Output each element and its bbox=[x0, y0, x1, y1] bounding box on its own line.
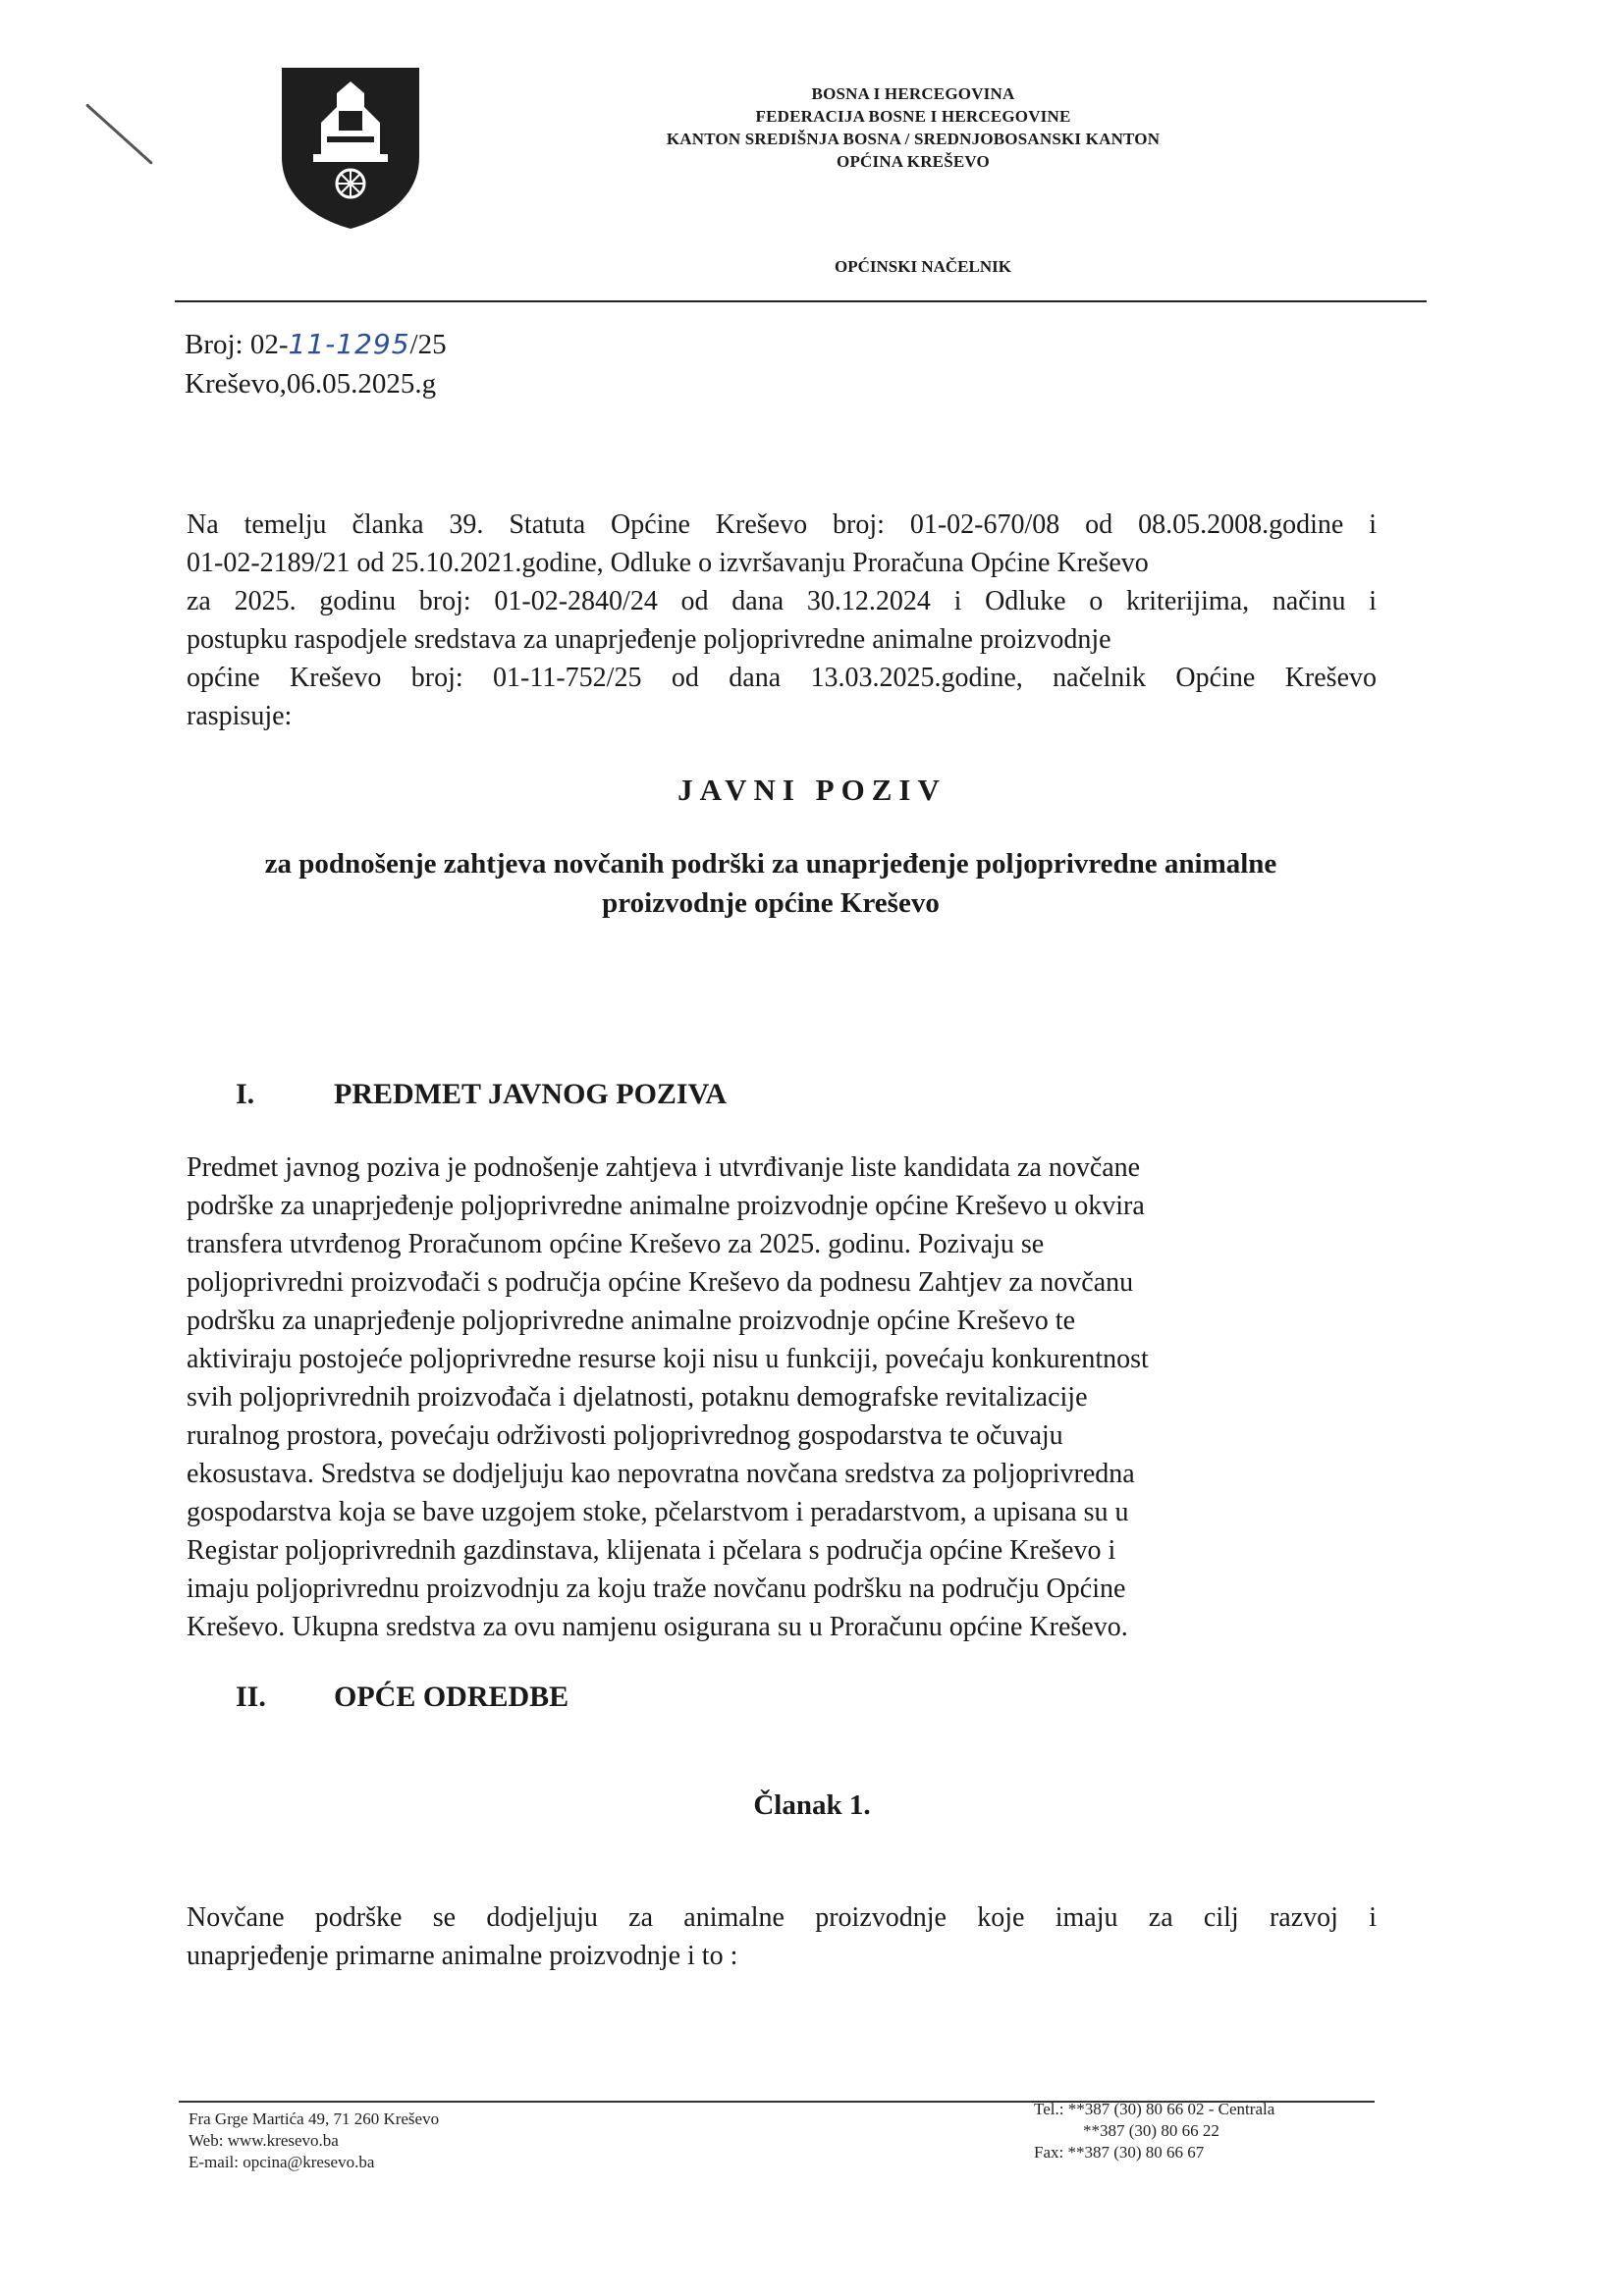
reference-suffix: /25 bbox=[409, 329, 447, 360]
header-municipality: OPĆINA KREŠEVO bbox=[837, 152, 990, 171]
intro-line: Na temelju članka 39. Statuta Općine Kreševo broj: 01-02-670/08 od 08.05.2008.godine i bbox=[187, 509, 1377, 540]
footer-email: E-mail: opcina@kresevo.ba bbox=[189, 2153, 375, 2171]
issuer-header bbox=[550, 82, 1276, 173]
header-divider bbox=[175, 300, 1427, 302]
footer-web: Web: www.kresevo.ba bbox=[189, 2131, 339, 2150]
place-date: Kreševo,06.05.2025.g bbox=[185, 368, 437, 400]
section-1-heading: PREDMET JAVNOG POZIVA bbox=[334, 1078, 728, 1110]
reference-number bbox=[185, 327, 447, 362]
pencil-mark bbox=[85, 103, 153, 164]
section-2-numeral: II. bbox=[236, 1681, 266, 1713]
body-line: poljoprivredni proizvođači s područja općine Kreševo da podnesu Zahtjev za novčanu bbox=[187, 1267, 1134, 1298]
body-line: Predmet javnog poziva je podnošenje zahtjeva i utvrđivanje liste kandidata za novčane bbox=[187, 1152, 1141, 1183]
reference-prefix: Broj: 02- bbox=[185, 329, 289, 360]
footer-phone-main: Tel.: **387 (30) 80 66 02 - Centrala bbox=[1034, 2100, 1275, 2118]
intro-paragraph bbox=[187, 506, 1377, 735]
body-line: Novčane podrške se dodjeljuju za animalne proizvodnje koje imaju za cilj razvoj i bbox=[187, 1902, 1377, 1933]
article-1-body bbox=[187, 1898, 1377, 1975]
document-title: JAVNI POZIV bbox=[677, 773, 947, 807]
article-1-heading: Članak 1. bbox=[753, 1789, 871, 1821]
section-2-heading: OPĆE ODREDBE bbox=[334, 1681, 569, 1713]
footer-phone-2: **387 (30) 80 66 22 bbox=[1083, 2121, 1219, 2140]
body-line: ruralnog prostora, povećaju održivosti poljoprivrednog gospodarstva te očuvaju bbox=[187, 1420, 1063, 1451]
intro-line: za 2025. godinu broj: 01-02-2840/24 od dana 30.12.2024 i Odluke o kriterijima, načinu i bbox=[187, 586, 1377, 616]
office-name: OPĆINSKI NAČELNIK bbox=[835, 257, 1011, 276]
handwritten-number: 11-1295 bbox=[288, 328, 410, 360]
body-line: podrške za unaprjeđenje poljoprivredne animalne proizvodnje općine Kreševo u okvira bbox=[187, 1191, 1145, 1221]
header-canton: KANTON SREDIŠNJA BOSNA / SREDNJOBOSANSKI KANTON bbox=[666, 130, 1161, 148]
footer-address bbox=[189, 2109, 439, 2173]
section-1-body bbox=[187, 1148, 1377, 1646]
header-federation: FEDERACIJA BOSNE I HERCEGOVINE bbox=[755, 107, 1071, 126]
body-line: podršku za unaprjeđenje poljoprivredne animalne proizvodnje općine Kreševo te bbox=[187, 1306, 1076, 1336]
document-subtitle bbox=[167, 844, 1375, 923]
body-line: Kreševo. Ukupna sredstva za ovu namjenu osigurana su u Proračunu općine Kreševo. bbox=[187, 1612, 1128, 1642]
intro-line: postupku raspodjele sredstava za unaprjeđenje poljoprivredne animalne proizvodnje bbox=[187, 624, 1111, 655]
body-line: svih poljoprivrednih proizvođača i djelatnosti, potaknu demografske revitalizacije bbox=[187, 1382, 1088, 1413]
section-1-numeral: I. bbox=[236, 1078, 255, 1110]
header-country: BOSNA I HERCEGOVINA bbox=[811, 84, 1015, 103]
body-line: transfera utvrđenog Proračunom općine Kreševo za 2025. godinu. Pozivaju se bbox=[187, 1229, 1045, 1259]
subtitle-line: za podnošenje zahtjeva novčanih podrški za unaprjeđenje poljoprivredne animalne bbox=[264, 848, 1277, 880]
intro-line: raspisuje: bbox=[187, 701, 293, 731]
municipality-coat-of-arms bbox=[278, 64, 423, 231]
body-line: gospodarstva koja se bave uzgojem stoke, pčelarstvom i peradarstvom, a upisana su u bbox=[187, 1497, 1129, 1527]
body-line: unaprjeđenje primarne animalne proizvodnje i to : bbox=[187, 1941, 738, 1971]
body-line: aktiviraju postojeće poljoprivredne resurse koji nisu u funkciji, povećaju konkurentnost bbox=[187, 1344, 1149, 1374]
footer-street: Fra Grge Martića 49, 71 260 Kreševo bbox=[189, 2109, 440, 2128]
intro-line: općine Kreševo broj: 01-11-752/25 od dana 13.03.2025.godine, načelnik Općine Kreševo bbox=[187, 663, 1377, 693]
intro-line: 01-02-2189/21 od 25.10.2021.godine, Odluke o izvršavanju Proračuna Općine Kreševo bbox=[187, 548, 1149, 578]
subtitle-line: proizvodnje općine Kreševo bbox=[602, 887, 940, 919]
footer-fax: Fax: **387 (30) 80 66 67 bbox=[1034, 2143, 1205, 2162]
body-line: imaju poljoprivrednu proizvodnju za koju traže novčanu podršku na području Općine bbox=[187, 1574, 1126, 1604]
footer-contacts bbox=[1034, 2099, 1274, 2163]
body-line: Registar poljoprivrednih gazdinstava, klijenata i pčelara s područja općine Kreševo i bbox=[187, 1535, 1116, 1566]
body-line: ekosustava. Sredstva se dodjeljuju kao nepovratna novčana sredstva za poljoprivredna bbox=[187, 1459, 1135, 1489]
